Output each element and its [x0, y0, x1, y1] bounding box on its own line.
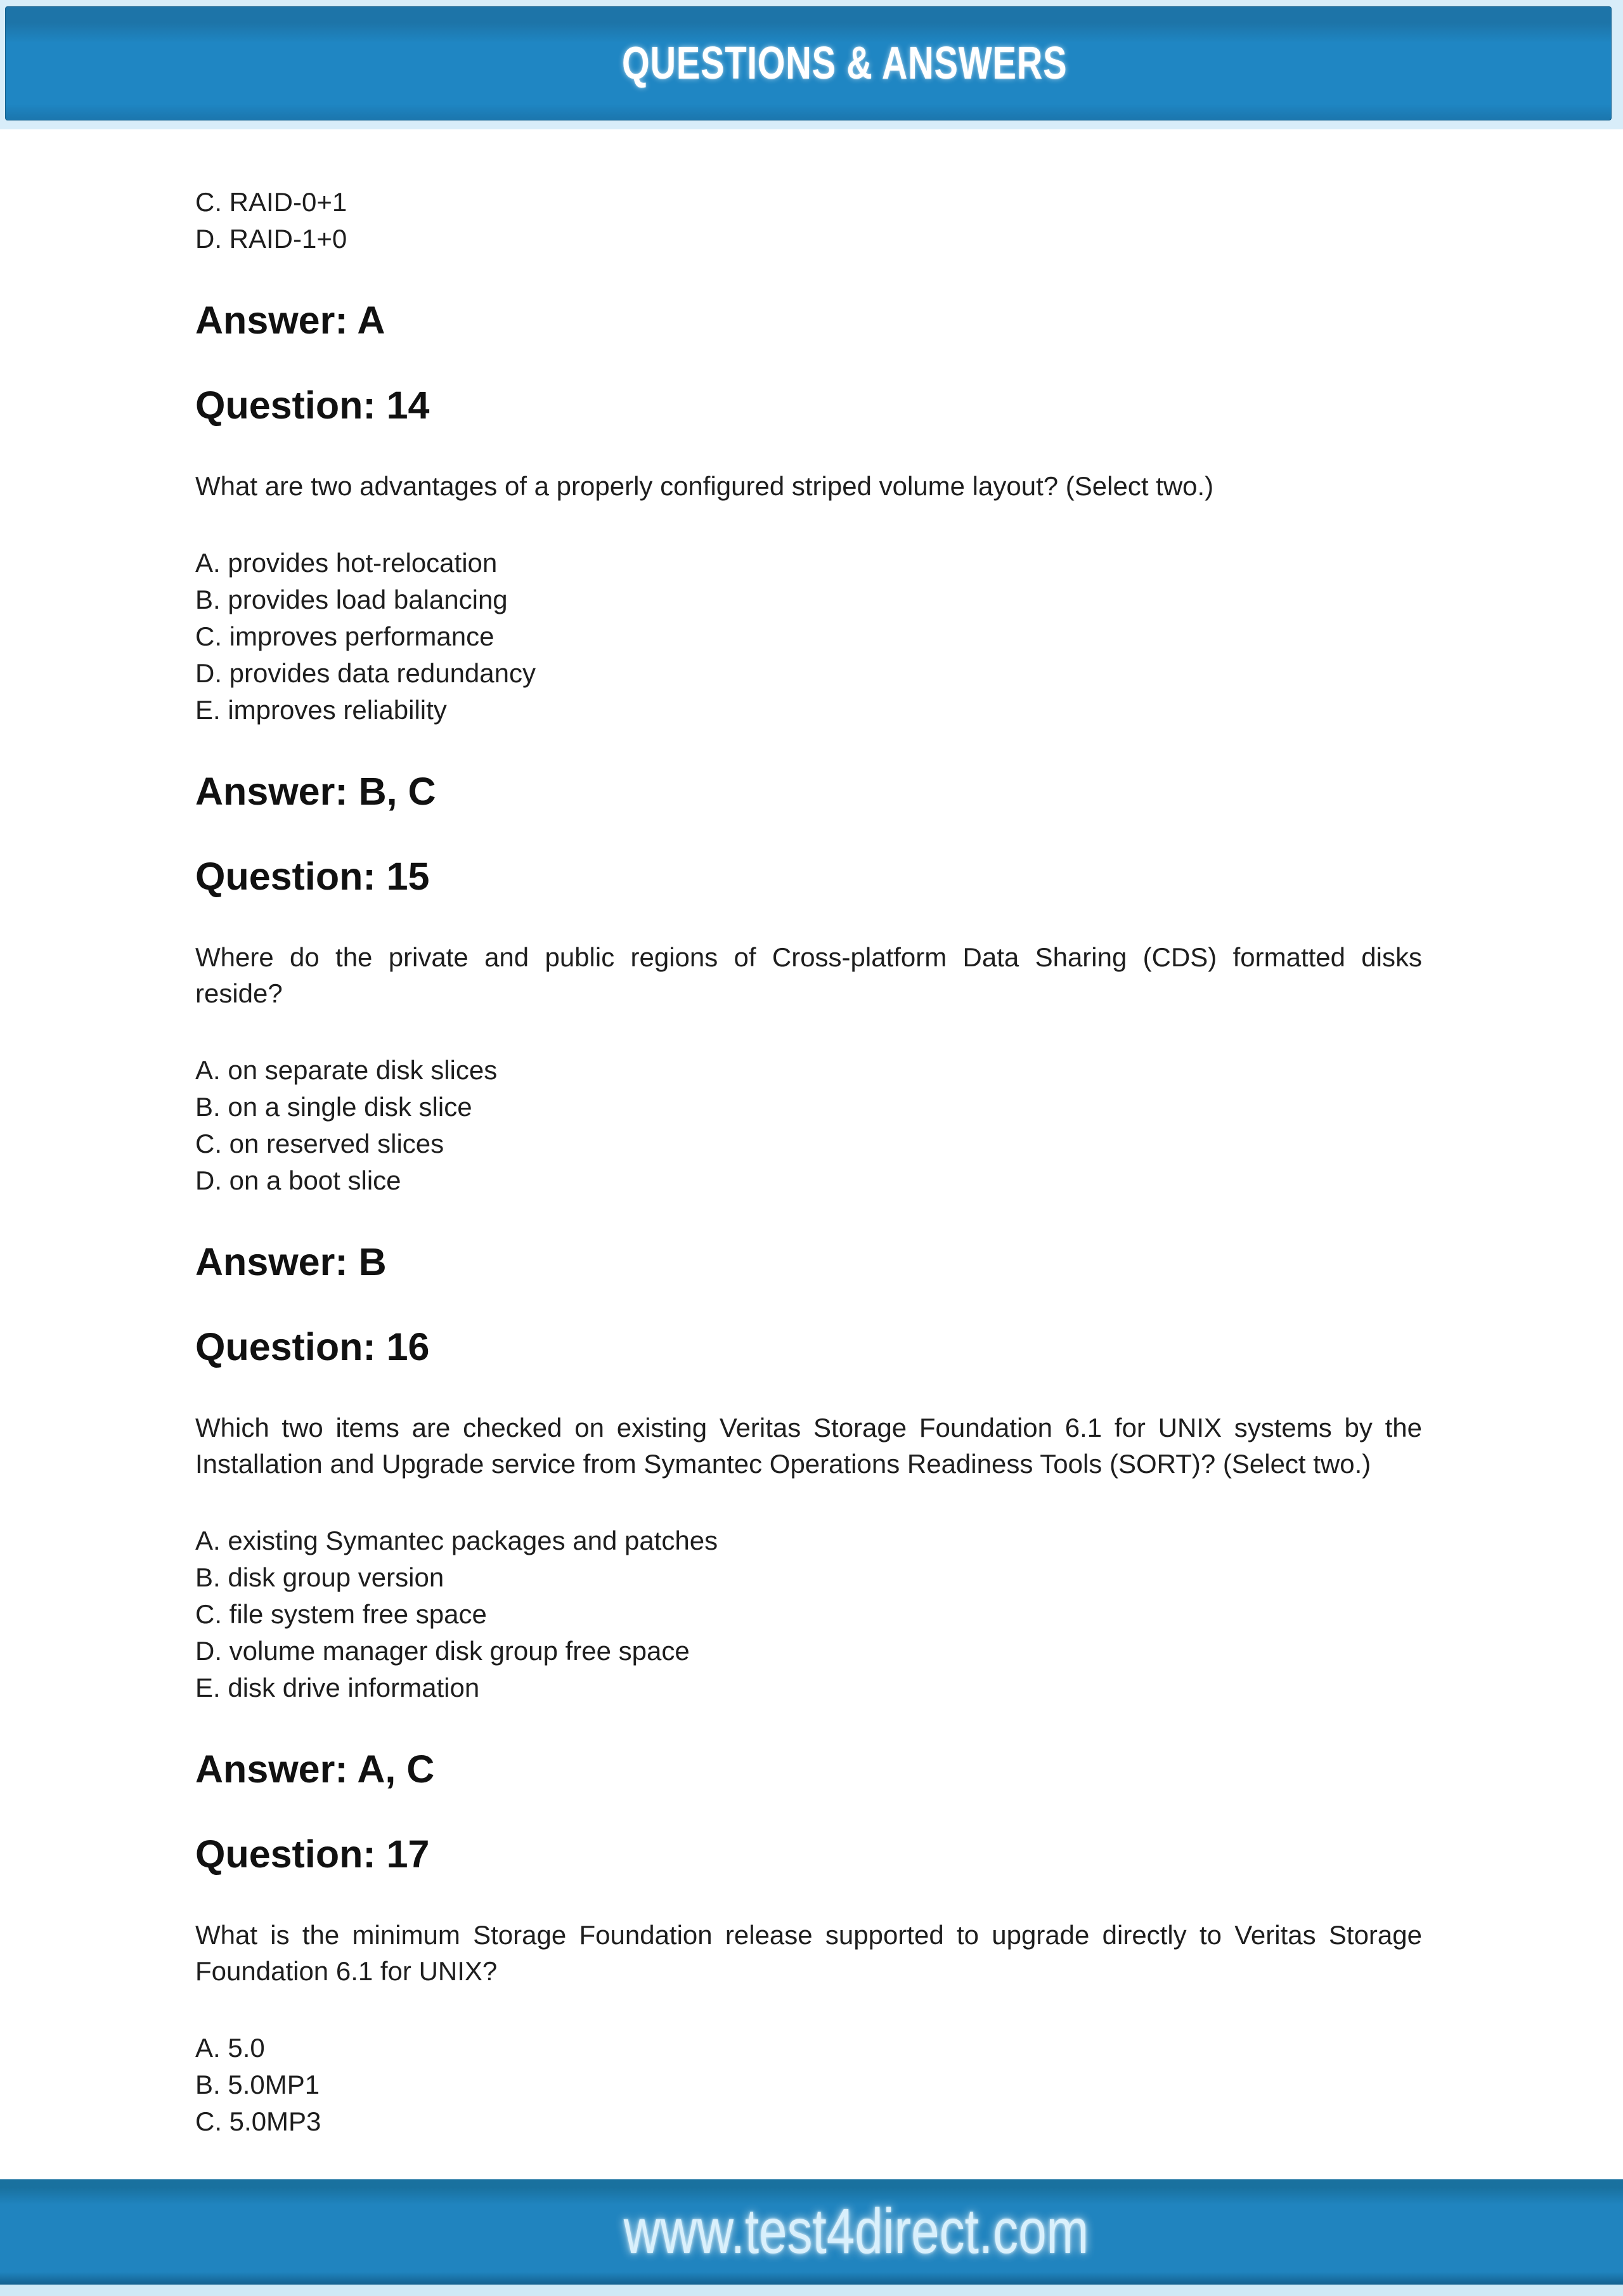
question-heading: Question: 16: [195, 1325, 430, 1368]
answer-heading: Answer: B, C: [195, 770, 436, 813]
question-text-line: Installation and Upgrade service from Symantec Operations Readiness Tools (SORT)? (Select two.): [195, 1449, 1371, 1479]
option-line: C. file system free space: [195, 1599, 487, 1629]
option-line: D. provides data redundancy: [195, 658, 536, 688]
option-line: E. improves reliability: [195, 695, 447, 725]
footer-strip: [0, 2285, 1623, 2296]
carryover-options: [195, 184, 1422, 257]
question-text: [195, 1410, 1422, 1482]
option-line: E. disk drive information: [195, 1673, 480, 1703]
option-line: B. disk group version: [195, 1562, 444, 1592]
option-line: B. 5.0MP1: [195, 2070, 320, 2099]
option-line: C. 5.0MP3: [195, 2106, 321, 2136]
options-list: [195, 1522, 1422, 1706]
question-text: [195, 939, 1422, 1011]
question-text-line: reside?: [195, 978, 283, 1008]
option-line: C. on reserved slices: [195, 1129, 444, 1158]
question-text-line: What are two advantages of a properly configured striped volume layout? (Select two.): [195, 471, 1214, 501]
question-text: [195, 468, 1422, 504]
option-line: A. on separate disk slices: [195, 1055, 498, 1085]
header-banner: [5, 6, 1612, 120]
document-body: [195, 184, 1422, 2140]
option-line: C. improves performance: [195, 621, 495, 651]
question-text: [195, 1917, 1422, 1989]
option-line: D. RAID-1+0: [195, 224, 347, 254]
footer-banner: [0, 2179, 1623, 2285]
answer-heading: Answer: A, C: [195, 1748, 435, 1791]
options-list: [195, 2030, 1422, 2140]
option-line: A. existing Symantec packages and patches: [195, 1526, 718, 1555]
option-line: A. 5.0: [195, 2033, 265, 2063]
footer-url[interactable]: www.test4direct.com: [623, 2196, 1089, 2267]
question-heading: Question: 15: [195, 855, 430, 898]
answer-heading: Answer: B: [195, 1240, 387, 1283]
answer-heading: Answer: A: [195, 299, 385, 342]
option-line: B. on a single disk slice: [195, 1092, 472, 1122]
options-list: [195, 1052, 1422, 1199]
option-line: C. RAID-0+1: [195, 187, 347, 217]
question-heading: Question: 14: [195, 384, 430, 427]
question-heading: Question: 17: [195, 1832, 430, 1876]
page-title: QUESTIONS & ANSWERS: [621, 38, 1068, 89]
options-list: [195, 545, 1422, 729]
question-text-line: Where do the private and public regions of Cross-platform Data Sharing (CDS) formatted disks: [195, 942, 1422, 972]
question-text-line: Which two items are checked on existing Veritas Storage Foundation 6.1 for UNIX systems by the: [195, 1413, 1422, 1443]
option-line: D. volume manager disk group free space: [195, 1636, 690, 1666]
question-text-line: What is the minimum Storage Foundation release supported to upgrade directly to Veritas Storage: [195, 1920, 1422, 1950]
option-line: B. provides load balancing: [195, 585, 508, 614]
question-text-line: Foundation 6.1 for UNIX?: [195, 1956, 498, 1986]
option-line: D. on a boot slice: [195, 1165, 401, 1195]
option-line: A. provides hot-relocation: [195, 548, 498, 578]
